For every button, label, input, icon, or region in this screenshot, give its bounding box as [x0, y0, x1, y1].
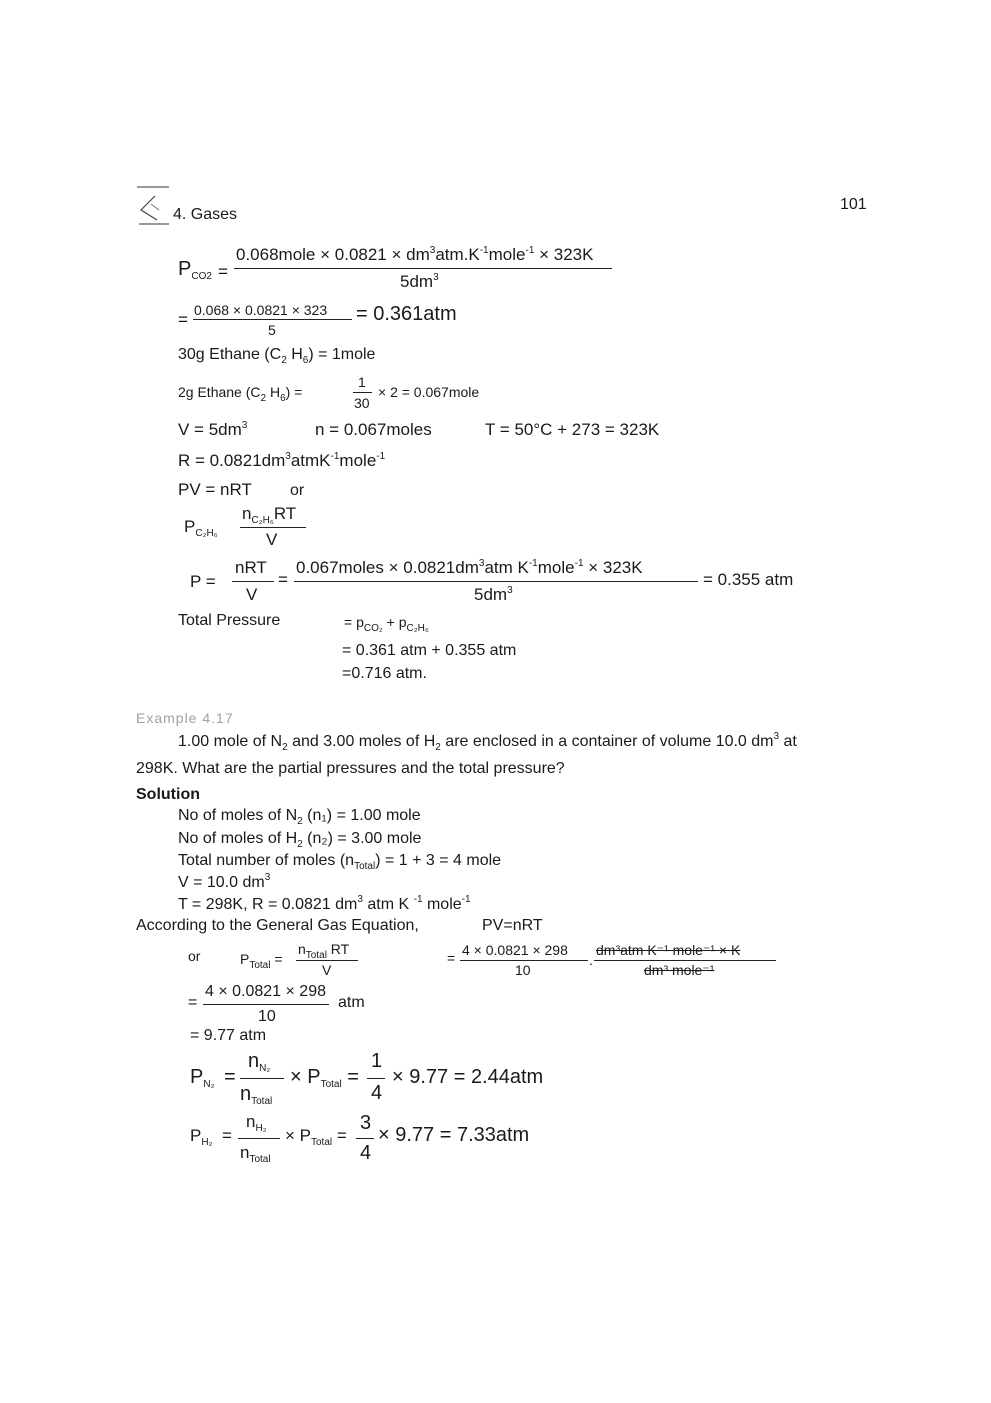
pc2h6-denominator: V: [266, 530, 278, 549]
equals-sign: =: [218, 262, 228, 281]
fraction-bar: [353, 392, 372, 393]
ethane-line-1: 30g Ethane ($C_2$ $H_6$) = 1mole: [178, 346, 376, 366]
pc2h6-label: $P_{C_2H_6}$: [184, 517, 218, 539]
pn2-label: $P_{N_2}$: [190, 1066, 215, 1090]
question-line-2: 298K. What are the partial pressures and the total pressure?: [136, 760, 565, 777]
ideal-gas-law: PV = nRT: [178, 480, 252, 499]
chapter-title: 4. Gases: [173, 206, 238, 223]
solution-line-1: No of moles of $N_2$ (n₁) = 1.00 mole: [178, 807, 421, 827]
equals-sign: =: [178, 310, 188, 329]
equals-sign: =: [447, 950, 456, 966]
total-pressure-eq-2: = 0.361 atm + 0.355 atm: [342, 642, 517, 659]
ptotal-denominator: V: [322, 962, 332, 978]
ph2-result: × 9.77 = 7.33atm: [378, 1124, 530, 1146]
total-pressure-label: Total Pressure: [178, 612, 281, 629]
fraction-bar: [193, 319, 352, 320]
ph2-label: $P_{H_2}$: [190, 1126, 213, 1148]
atm-unit: atm: [338, 994, 365, 1011]
fraction-bar: [232, 581, 274, 582]
ethane-line-2-result: × 2 = 0.067mole: [378, 384, 480, 400]
fraction-bar: [234, 268, 612, 269]
moles-value: n = 0.067moles: [315, 420, 432, 439]
calc2-numerator: 4 × 0.0821 × 298: [205, 983, 326, 1000]
fraction-bar: [296, 960, 358, 961]
fraction-bar: [356, 1138, 374, 1139]
pressure-result: = 0.355 atm: [703, 570, 794, 589]
four-denominator: 4: [371, 1082, 383, 1104]
solution-heading: Solution: [136, 786, 200, 803]
question-line-1: 1.00 mole of $N_2$ and 3.00 moles of $H_2$ are enclosed in a container of volume 10.0 $dm^3$ at: [178, 731, 797, 753]
times-ptotal: × $P_{Total}$ =: [285, 1126, 347, 1148]
pressure-denominator: $5dm^3$: [474, 585, 513, 604]
p-equals: P =: [190, 572, 216, 591]
ethane-line-2: 2g Ethane ($C_2$ $H_6$) =: [178, 384, 303, 404]
gas-constant: $R = 0.0821dm^3atmK^{-1}mole^{-1}$: [178, 451, 386, 470]
ntotal-denominator: $n_{Total}$: [240, 1083, 273, 1107]
dot-operator: .: [589, 952, 593, 968]
ptotal-numerator: $n_{Total}$ RT: [298, 941, 350, 961]
solution-line-2: No of moles of $H_2$ (n₂) = 3.00 mole: [178, 830, 422, 850]
solution-line-5: T = 298K, R = 0.0821 $dm^3$ atm K $^{-1}$ mole$^{-1}$: [178, 894, 471, 913]
fraction-numerator: 1: [358, 374, 366, 390]
pco2-label: $P_{CO2}$: [178, 258, 212, 282]
pn2-result: × 9.77 = 2.44atm: [392, 1066, 544, 1088]
or-text: or: [188, 948, 201, 964]
nrt-numerator: nRT: [235, 558, 267, 577]
total-pressure-eq-3: =0.716 atm.: [342, 665, 427, 682]
fraction-bar: [294, 581, 698, 582]
fraction-bar: [240, 1078, 284, 1079]
four-denominator: 4: [360, 1142, 372, 1164]
fraction-denominator: 30: [354, 395, 370, 411]
total-pressure-eq-1: = $p_{CO_2} + p_{C_2H_6}$: [344, 614, 429, 634]
calc2-denominator: 10: [258, 1008, 276, 1025]
equals-sign: =: [222, 1126, 232, 1145]
times-ptotal: × $P_{Total}$ =: [290, 1066, 359, 1090]
calc-numerator: 4 × 0.0821 × 298: [462, 942, 568, 958]
equals-sign: =: [224, 1066, 236, 1088]
line2-denominator: 5: [268, 322, 276, 338]
page-number: 101: [840, 196, 867, 213]
v-denominator: V: [246, 585, 258, 604]
unit-denominator: dm³ mole⁻¹: [644, 962, 715, 978]
nn2-numerator: $n_{N_2}$: [248, 1050, 271, 1074]
solution-line-4: V = 10.0 $dm^3$: [178, 872, 271, 891]
equals-sign: =: [188, 994, 198, 1011]
line2-result: = 0.361atm: [356, 303, 457, 325]
fraction-bar: [203, 1004, 329, 1005]
equals-sign: =: [278, 570, 288, 589]
general-gas-equation: According to the General Gas Equation,: [136, 917, 419, 934]
fraction-bar: [367, 1078, 385, 1079]
ptotal-label: $P_{Total}$ =: [240, 951, 283, 971]
or-text: or: [290, 482, 305, 499]
temperature-value: T = 50°C + 273 = 323K: [485, 420, 660, 439]
pco2-denominator: $5dm^3$: [400, 272, 439, 291]
fraction-bar: [594, 960, 776, 961]
volume-value: $V = 5dm^3$: [178, 420, 248, 439]
example-heading: Example 4.17: [136, 710, 234, 726]
pc2h6-numerator: $n_{C_2H_6}RT$: [242, 504, 297, 526]
three-numerator: 3: [360, 1112, 372, 1134]
one-numerator: 1: [371, 1050, 383, 1072]
calc-denominator: 10: [515, 962, 531, 978]
ntotal-denominator: $n_{Total}$: [240, 1143, 271, 1165]
general-gas-equation-formula: PV=nRT: [482, 917, 543, 934]
fraction-bar: [460, 960, 588, 961]
pco2-numerator: 0.068mole × $0.0821 \times dm^3atm.K^{-1}mole^{-1} \times 323K$: [236, 245, 594, 264]
pressure-numerator: 0.067moles × $0.0821dm^3atm$ $K^{-1}mole^{-1} \times 323K$: [296, 558, 643, 577]
nh2-numerator: $n_{H_2}$: [246, 1112, 267, 1134]
fraction-bar: [240, 527, 306, 528]
unit-numerator: dm³atm K⁻¹ mole⁻¹ × K: [596, 942, 741, 958]
line2-numerator: 0.068 × 0.0821 × 323: [194, 302, 328, 318]
fraction-bar: [238, 1138, 280, 1139]
ptotal-result: = 9.77 atm: [190, 1027, 267, 1044]
chapter-pen-icon: [137, 186, 171, 226]
solution-line-3: Total number of moles $(n_{Total}) = 1 + 3 = 4$ mole: [178, 852, 502, 872]
